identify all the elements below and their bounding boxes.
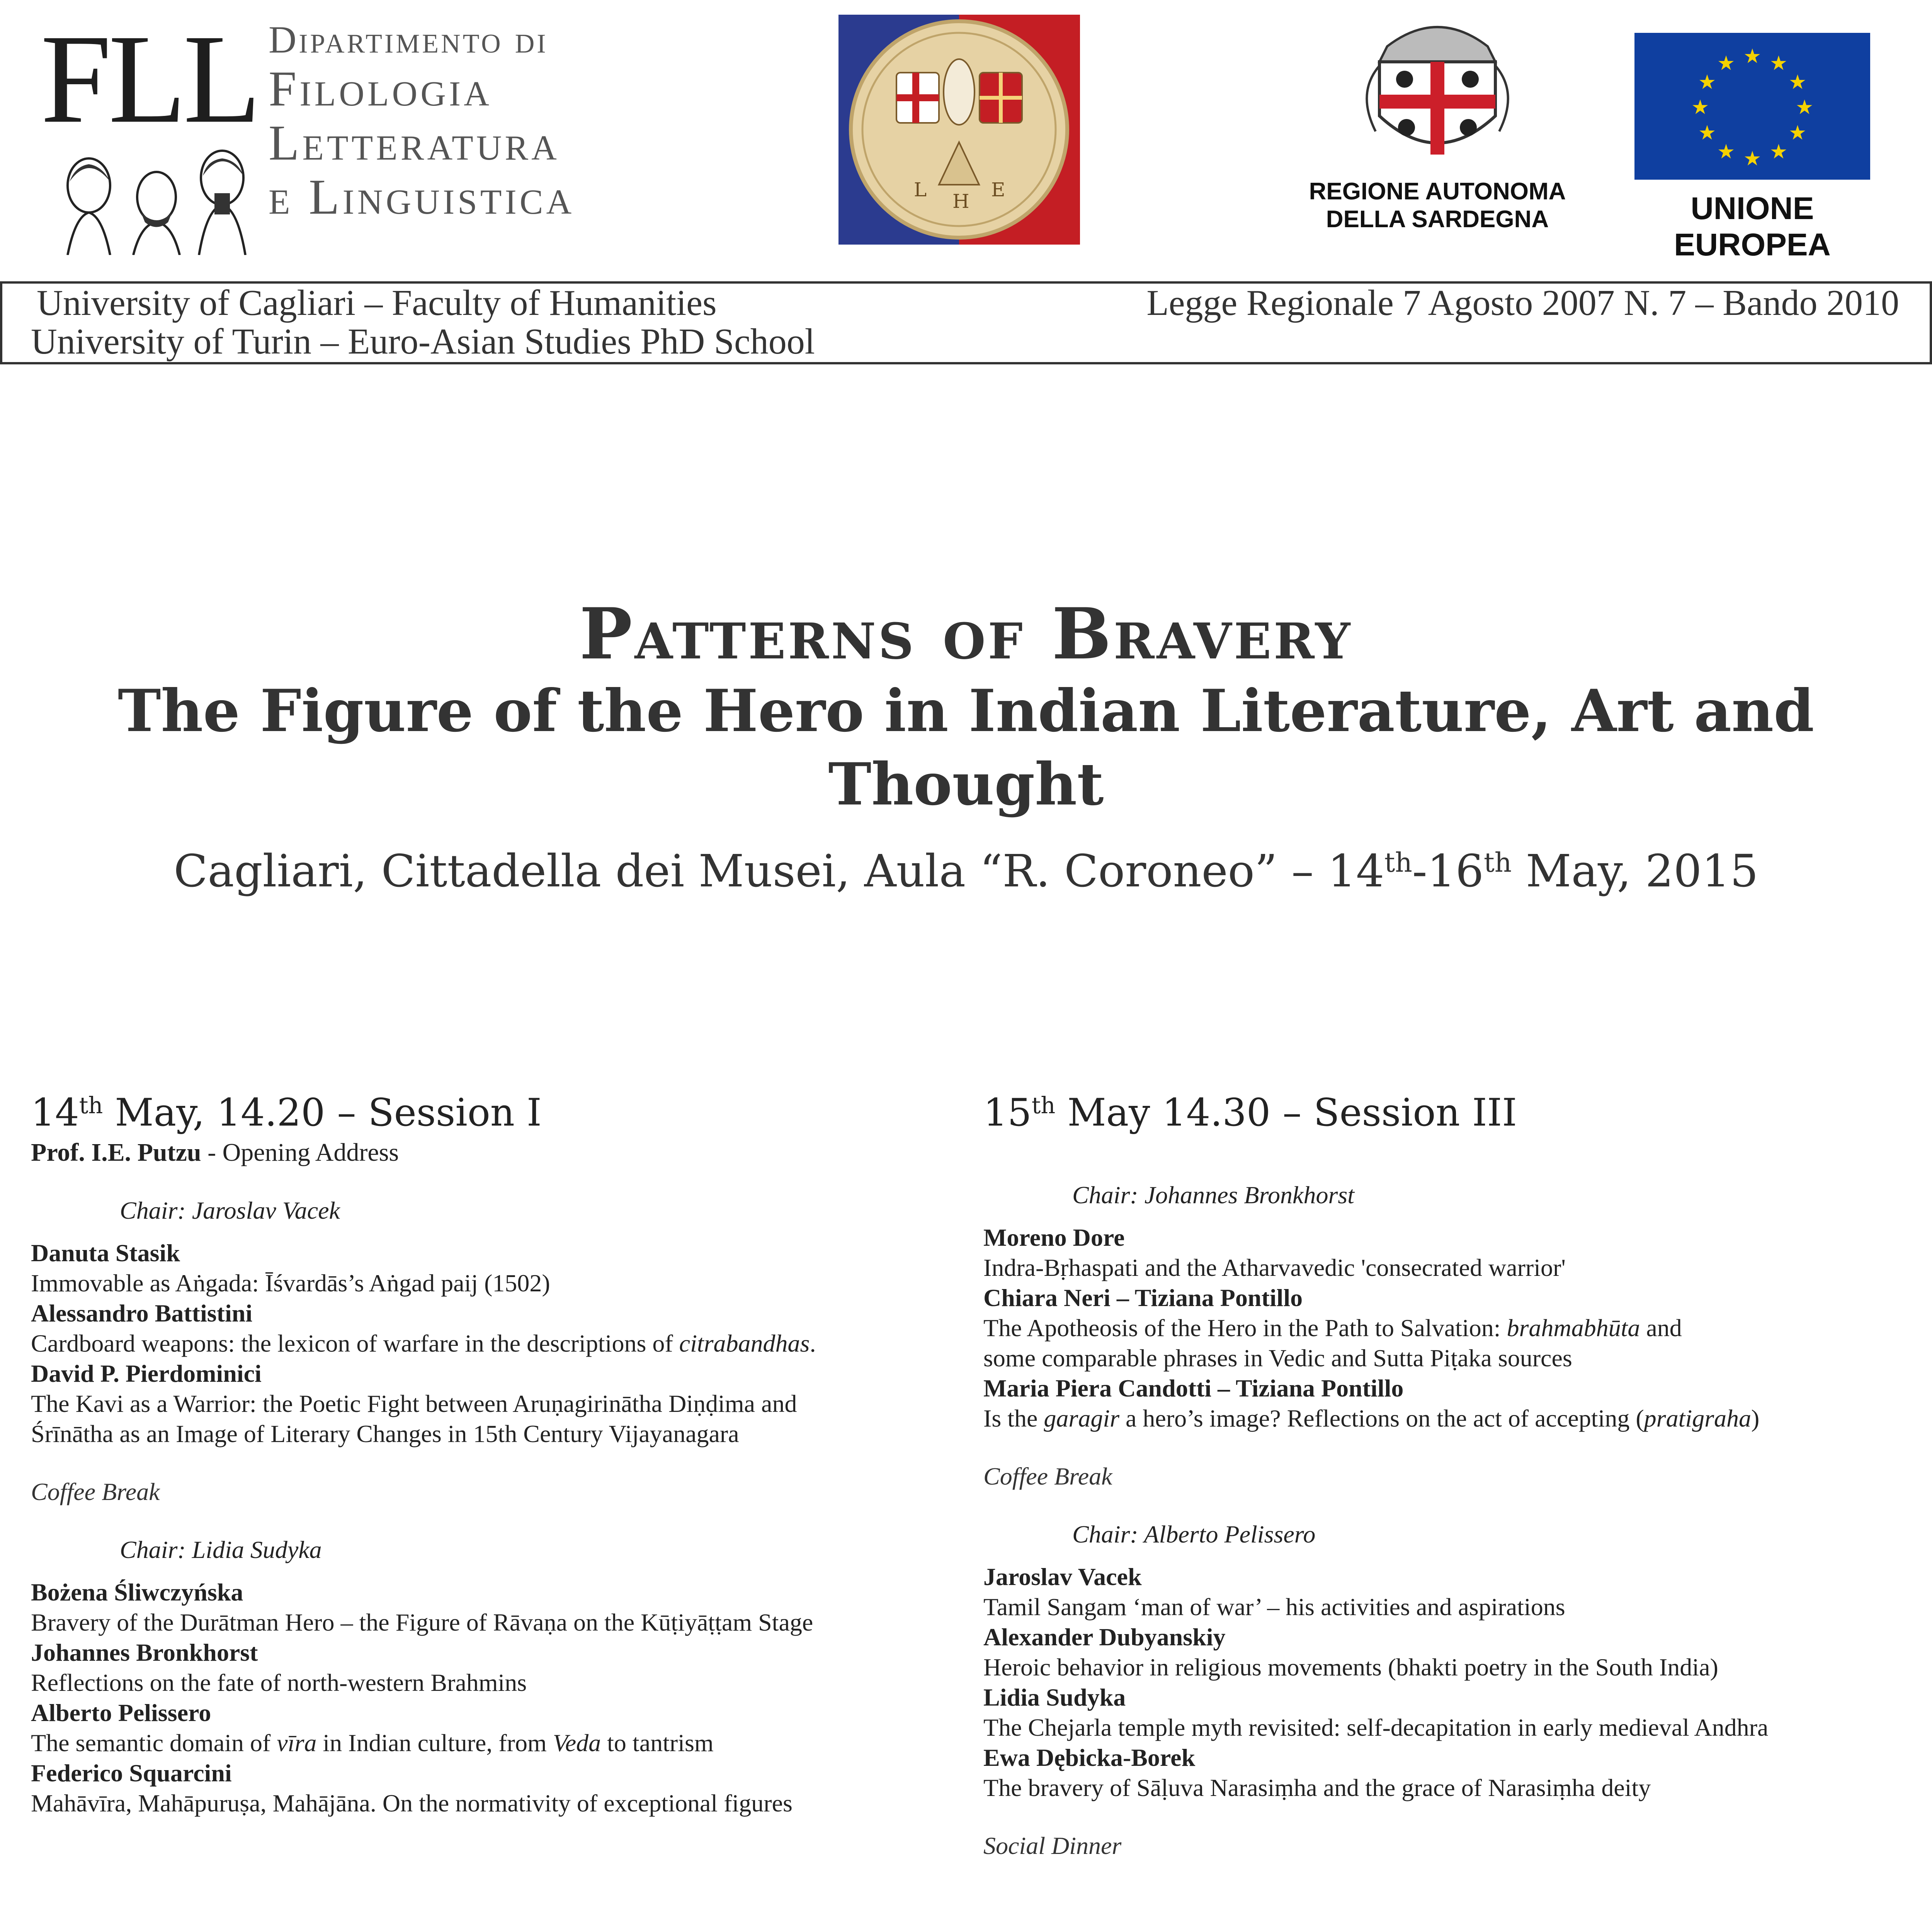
talk-title: The Chejarla temple myth revisited: self-decapitation in early medieval Andhra: [983, 1714, 1769, 1741]
dept-line-3: Letteratura: [269, 115, 560, 171]
fll-letters: FLL: [41, 9, 258, 150]
venue-text-a: Cagliari, Cittadella dei Musei, Aula “R. Coroneo” – 14: [173, 845, 1384, 897]
svg-text:E: E: [991, 179, 1005, 201]
talk-title: Bravery of the Durātman Hero – the Figure of Rāvaṇa on the Kūṭiyāṭṭam Stage: [31, 1609, 813, 1636]
chair: Chair: Alberto Pelissero: [1072, 1520, 1316, 1548]
talk-title-part: Is the: [983, 1405, 1044, 1432]
svg-text:★: ★: [1743, 147, 1762, 170]
talk-title-italic: garagir: [1044, 1405, 1119, 1432]
talk-title: Mahāvīra, Mahāpuruṣa, Mahājāna. On the normativity of exceptional figures: [31, 1789, 793, 1817]
talk-title: [983, 1403, 1922, 1434]
svg-text:★: ★: [1769, 140, 1788, 163]
talk-title-part: .: [810, 1330, 816, 1357]
talk-title-part: and: [1640, 1314, 1682, 1342]
speaker: Federico Squarcini: [31, 1759, 232, 1787]
speaker: Bożena Śliwczyńska: [31, 1578, 243, 1606]
speaker: Jaroslav Vacek: [983, 1563, 1142, 1590]
speaker: Moreno Dore: [983, 1224, 1125, 1251]
svg-text:★: ★: [1691, 96, 1709, 119]
svg-text:★: ★: [1788, 121, 1807, 145]
talk-title-part: a hero’s image? Reflections on the act of accepting (: [1119, 1405, 1644, 1432]
talk-title-italic: pratigraha: [1644, 1405, 1752, 1432]
svg-text:★: ★: [1769, 52, 1788, 75]
department-name: [269, 17, 575, 224]
opening-address: [31, 1138, 970, 1168]
talk-title: Tamil Sangam ‘man of war’ – his activities and aspirations: [983, 1593, 1565, 1621]
svg-text:H: H: [952, 190, 969, 213]
sardegna-label-line-2: DELLA SARDEGNA: [1326, 206, 1549, 233]
session-day: 14: [31, 1091, 79, 1135]
speaker: Danuta Stasik: [31, 1239, 180, 1267]
opening-speaker: Prof. I.E. Putzu: [31, 1138, 201, 1167]
break-label: Coffee Break: [31, 1478, 160, 1505]
session-day-sup: th: [1031, 1092, 1056, 1119]
title-block: [0, 592, 1932, 900]
dept-line-4: e Linguistica: [269, 169, 575, 225]
page-title: Patterns of Bravery: [579, 592, 1353, 675]
session-heading: [31, 1090, 970, 1136]
speaker: Johannes Bronkhorst: [31, 1639, 258, 1666]
svg-text:★: ★: [1717, 52, 1735, 75]
session-day: 15: [983, 1091, 1032, 1135]
header: [0, 0, 1932, 367]
university-line-2: University of Turin – Euro-Asian Studies PhD School: [31, 321, 815, 362]
svg-text:★: ★: [1698, 71, 1716, 94]
talk-title-part: The Apotheosis of the Hero in the Path to Salvation:: [983, 1314, 1507, 1342]
chair: Chair: Lidia Sudyka: [120, 1536, 322, 1563]
talk-title-italic: vīra: [277, 1729, 317, 1757]
talk-title: [31, 1728, 970, 1758]
speaker: David P. Pierdominici: [31, 1360, 262, 1387]
sardegna-label-line-1: REGIONE AUTONOMA: [1309, 178, 1566, 205]
busts-illustration-icon: [52, 139, 257, 255]
opening-label: - Opening Address: [201, 1138, 399, 1167]
speaker: Lidia Sudyka: [983, 1684, 1126, 1711]
session-day-sup: th: [79, 1092, 103, 1119]
talk-title: [983, 1313, 1922, 1343]
session-heading: [983, 1090, 1922, 1136]
eu-logo: [1634, 33, 1870, 262]
speaker: Alexander Dubyanskiy: [983, 1623, 1226, 1651]
speaker: Maria Piera Candotti – Tiziana Pontillo: [983, 1374, 1404, 1402]
talk-title-part: to tantrism: [601, 1729, 714, 1757]
svg-text:★: ★: [1795, 96, 1814, 119]
speaker: Ewa Dębicka-Borek: [983, 1744, 1196, 1771]
header-border-right: [1930, 281, 1932, 364]
chair: Chair: Jaroslav Vacek: [120, 1197, 340, 1224]
svg-text:★: ★: [1788, 71, 1807, 94]
talk-title-italic: brahmabhūta: [1507, 1314, 1640, 1342]
university-line-1: University of Cagliari – Faculty of Humanities: [37, 283, 717, 323]
svg-text:★: ★: [1717, 140, 1735, 163]
venue-sup-2: th: [1483, 847, 1512, 879]
sardegna-crest-icon: [1308, 15, 1567, 174]
talk-title-cont: Śrīnātha as an Image of Literary Changes in 15th Century Vijayanagara: [31, 1420, 739, 1447]
regione-sardegna-logo: [1308, 15, 1567, 240]
fll-department-logo: [41, 9, 597, 251]
speaker: Alessandro Battistini: [31, 1299, 253, 1327]
svg-text:★: ★: [1698, 121, 1716, 145]
venue-text-c: May, 2015: [1512, 845, 1759, 897]
talk-title-italic: citrabandhas: [679, 1330, 810, 1357]
session-time: May 14.30 – Session III: [1055, 1091, 1517, 1135]
session-3: [983, 1090, 1922, 1861]
talk-title: The bravery of Sāḷuva Narasiṃha and the grace of Narasiṃha deity: [983, 1774, 1651, 1801]
venue-sup-1: th: [1384, 847, 1412, 879]
venue-text-b: -16: [1412, 845, 1484, 897]
session-time: May, 14.20 – Session I: [103, 1091, 542, 1135]
talk-title: Immovable as Aṅgada: Īśvardās’s Aṅgad paij (1502): [31, 1269, 550, 1297]
svg-text:L: L: [914, 179, 927, 201]
talk-title: The Kavi as a Warrior: the Poetic Fight between Aruṇagirinātha Diṇḍima and: [31, 1390, 797, 1417]
break-label: Social Dinner: [983, 1832, 1122, 1859]
talk-title-cont: some comparable phrases in Vedic and Sutta Piṭaka sources: [983, 1344, 1572, 1372]
dept-line-2: Filologia: [269, 61, 492, 117]
venue-dates: [0, 842, 1932, 900]
talk-title: [31, 1328, 970, 1359]
funding-law: Legge Regionale 7 Agosto 2007 N. 7 – Bando 2010: [1146, 283, 1899, 323]
talk-title-part: in Indian culture, from: [316, 1729, 553, 1757]
talk-title-part: ): [1751, 1405, 1760, 1432]
talk-title: Reflections on the fate of north-western Brahmins: [31, 1669, 527, 1696]
talk-title-part: Cardboard weapons: the lexicon of warfare in the descriptions of: [31, 1330, 679, 1357]
header-border-left: [0, 281, 2, 364]
break-label: Coffee Break: [983, 1463, 1112, 1490]
page-subtitle: The Figure of the Hero in Indian Literature, Art and Thought: [117, 677, 1815, 818]
speaker: Alberto Pelissero: [31, 1699, 211, 1726]
sardegna-label: [1308, 178, 1567, 233]
session-1: [31, 1090, 970, 1818]
talk-title: Indra-Bṛhaspati and the Atharvavedic 'consecrated warrior': [983, 1254, 1566, 1281]
eu-label: UNIONE EUROPEA: [1674, 191, 1831, 262]
svg-text:★: ★: [1743, 45, 1762, 68]
dept-line-1: Dipartimento di: [269, 18, 548, 61]
university-seal-icon: [838, 15, 1080, 245]
talk-title-italic: Veda: [553, 1729, 601, 1757]
speaker: Chiara Neri – Tiziana Pontillo: [983, 1284, 1303, 1311]
talk-title: Heroic behavior in religious movements (bhakti poetry in the South India): [983, 1653, 1718, 1681]
talk-title-part: The semantic domain of: [31, 1729, 277, 1757]
eu-flag-icon: [1634, 33, 1870, 180]
chair: Chair: Johannes Bronkhorst: [1072, 1181, 1355, 1209]
